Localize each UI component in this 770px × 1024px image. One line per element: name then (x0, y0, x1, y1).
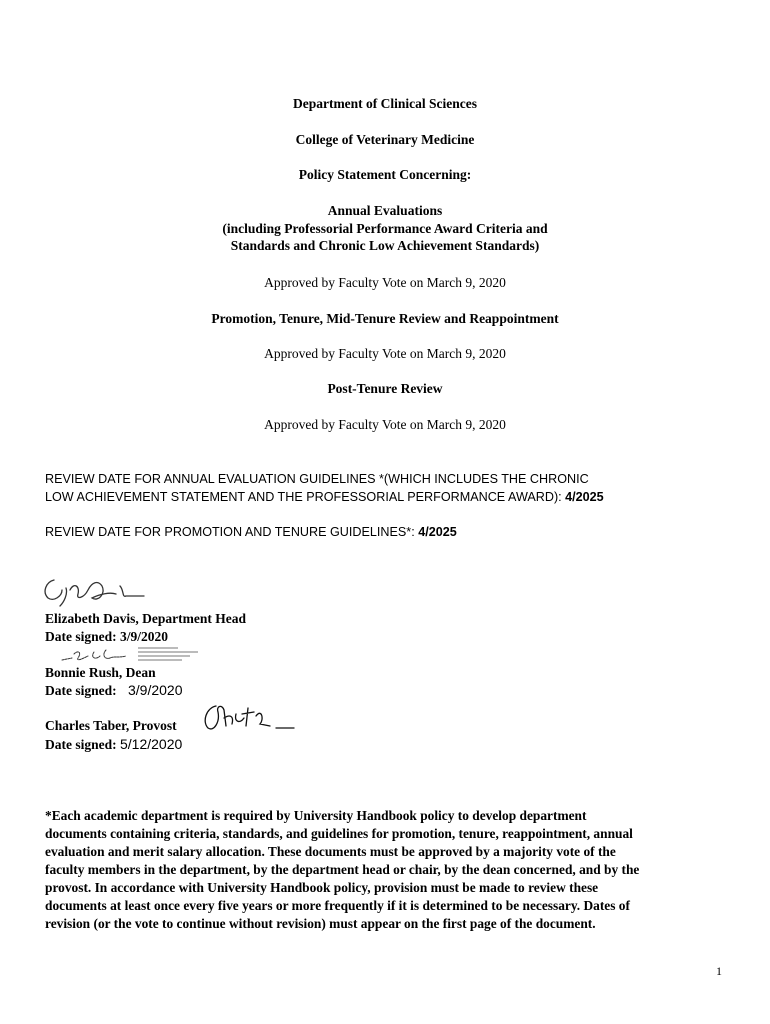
annual-review-line-1: REVIEW DATE FOR ANNUAL EVALUATION GUIDELINES *(WHICH INCLUDES THE CHRONIC (45, 472, 589, 486)
department-head-name: Elizabeth Davis, Department Head (45, 611, 246, 626)
dean-date-line (45, 681, 183, 700)
annual-review-date (45, 470, 735, 506)
footnote-line-3: evaluation and merit salary allocation. These documents must be approved by a majority vote of the (45, 844, 616, 859)
handbook-footnote (45, 807, 735, 933)
post-tenure-title: Post-Tenure Review (327, 381, 443, 396)
department-heading: Department of Clinical Sciences (292, 96, 478, 111)
promotion-review-date-value: 4/2025 (418, 525, 457, 539)
footnote-line-7: revision (or the vote to continue without revision) must appear on the first page of the document. (45, 916, 596, 931)
footnote-line-6: documents at least once every five years or more frequently if it is determined to be necessary. Dates of (45, 898, 630, 913)
promotion-review-line: REVIEW DATE FOR PROMOTION AND TENURE GUIDELINES*: (45, 525, 419, 539)
provost-date-label: Date signed: (45, 737, 120, 752)
provost-name: Charles Taber, Provost (45, 718, 177, 733)
footnote-line-4: faculty members in the department, by the department head or chair, by the dean concerned, and by the (45, 862, 640, 877)
footnote-line-2: documents containing criteria, standards, and guidelines for promotion, tenure, reappointment, annual (45, 826, 633, 841)
promotion-title: Promotion, Tenure, Mid-Tenure Review and Reappointment (211, 311, 559, 326)
policy-heading: Policy Statement Concerning: (298, 167, 472, 182)
dean-signature (60, 644, 140, 666)
dean-name: Bonnie Rush, Dean (45, 665, 156, 680)
page-number: 1 (716, 964, 722, 978)
approval-line-1: Approved by Faculty Vote on March 9, 2020 (264, 275, 506, 290)
footnote-line-5: provost. In accordance with University Handbook policy, provision must be made to review these (45, 880, 599, 895)
provost-signature (200, 700, 296, 736)
provost-date: 5/12/2020 (120, 736, 183, 752)
dean-date-label: Date signed: (45, 683, 117, 698)
provost-date-line (45, 735, 182, 754)
college-heading: College of Veterinary Medicine (295, 132, 475, 147)
annual-review-line-2: LOW ACHIEVEMENT STATEMENT AND THE PROFESSORIAL PERFORMANCE AWARD): (45, 490, 566, 504)
annual-evaluations-subtitle-1: (including Professorial Performance Award Criteria and (222, 221, 548, 236)
approval-line-3: Approved by Faculty Vote on March 9, 2020 (264, 417, 506, 432)
annual-review-date-value: 4/2025 (565, 490, 604, 504)
approval-line-2: Approved by Faculty Vote on March 9, 2020 (264, 346, 506, 361)
dean-date: 3/9/2020 (128, 682, 183, 698)
department-head-date: 3/9/2020 (120, 629, 169, 644)
annual-evaluations-subtitle-2: Standards and Chronic Low Achievement Standards) (230, 238, 540, 253)
digital-signature-stamp (138, 646, 222, 666)
footnote-line-1: *Each academic department is required by University Handbook policy to develop department (45, 808, 587, 823)
department-head-date-label: Date signed: (45, 629, 120, 644)
annual-evaluations-title: Annual Evaluations (327, 203, 443, 218)
promotion-review-date (45, 523, 735, 541)
department-head-signature (40, 572, 170, 608)
